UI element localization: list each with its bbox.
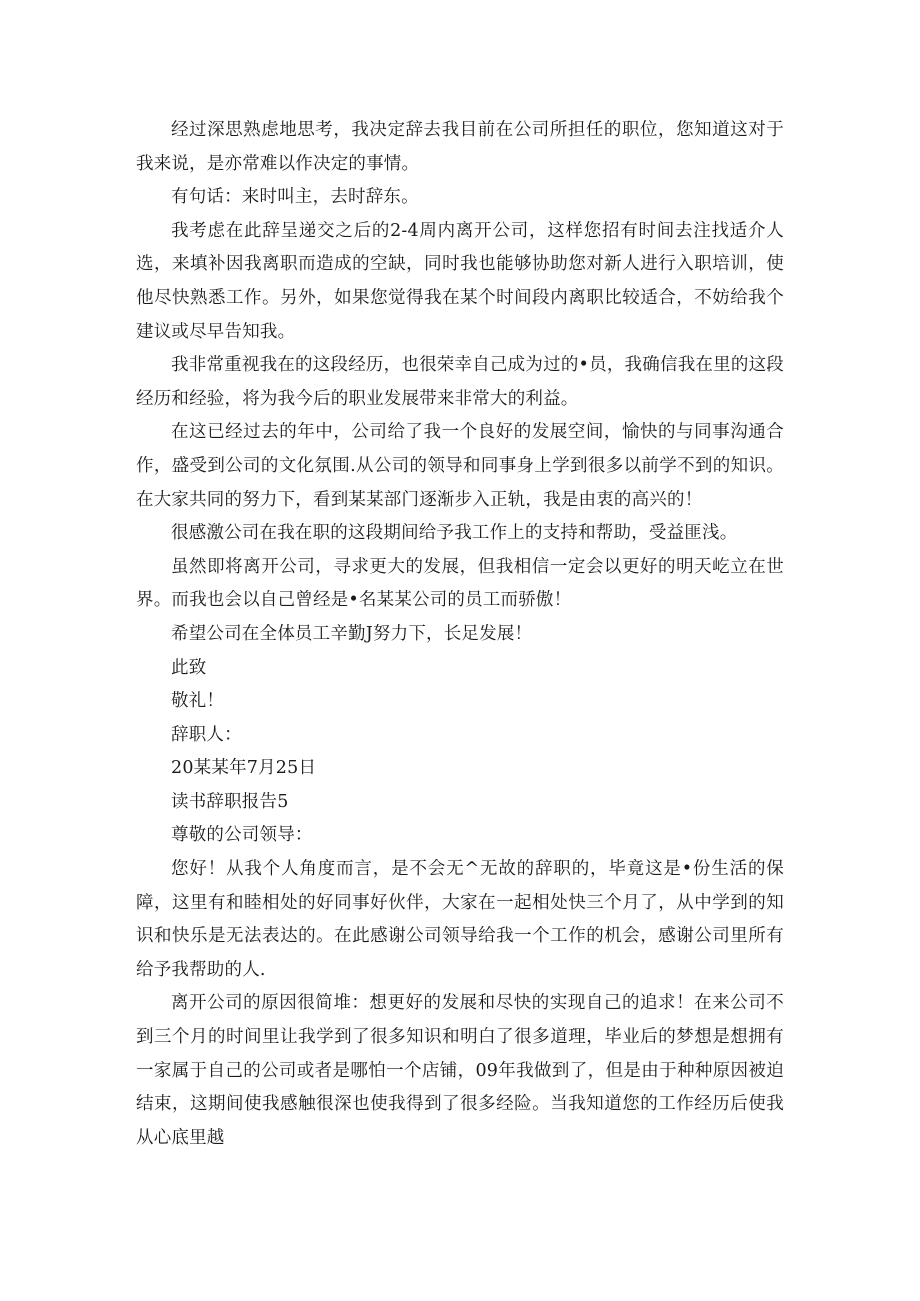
paragraph-saying: 有句话：来时叫主，去时辞东。 (171, 187, 419, 208)
salutation-jingli: 敬礼！ (171, 691, 225, 712)
paragraph-notice-period: 我考虑在此辞呈递交之后的2-4周内离开公司，这样您招有时间去注找适介人选，来填补因我离职而造成的空缺，同时我也能够协助您对新人进行入职培训，使他尽快熟悉工作。另外，如果您觉得我在某个时间段内离职比较适合，不妨给我个建议或尽早告知我。 (136, 220, 784, 342)
paragraph-gratitude: 很感激公司在我在职的这段期间给予我工作上的支持和帮助，受益匪浅。 (171, 523, 738, 544)
paragraph-wishes: 希望公司在全体员工辛勤J努力下，长足发展！ (171, 623, 533, 644)
paragraph-future: 虽然即将离开公司，寻求更大的发展，但我相信一定会以更好的明天屹立在世界。而我也会以自己曾经是•名某某公司的员工而骄傲！ (136, 556, 784, 611)
paragraph-experience: 我非常重视我在的这段经历，也很荣幸自己成为过的•员，我确信我在里的这段经历和经验，将为我今后的职业发展带来非常大的利益。 (136, 355, 784, 409)
document-page (136, 114, 784, 1155)
section-title: 读书辞职报告5 (171, 791, 289, 812)
paragraph-hello: 您好！从我个人角度而言，是不会无^无故的辞职的，毕竟这是•份生活的保障，这里有和睦相处的好同事好伙伴，大家在一起相处快三个月了，从中学到的知识和快乐是无法表达的。在此感谢公司领导给我一个工作的机会，感谢公司里所有给予我帮助的人. (136, 859, 784, 980)
paragraph-decision: 经过深思熟虑地思考，我决定辞去我目前在公司所担任的职位，您知道这对于我来说，是亦常难以作决定的事情。 (136, 120, 784, 174)
letter-greeting: 尊敬的公司领导： (171, 825, 313, 846)
signer-label: 辞职人： (171, 724, 242, 745)
paragraph-past-year: 在这已经过去的年中，公司给了我一个良好的发展空间，愉快的与同事沟通合作，盛受到公司的文化氛围.从公司的领导和同事身上学到很多以前学不到的知识。在大家共同的努力下，看到某某部门逐渐步入正轨，我是由衷的高兴的！ (136, 422, 784, 510)
letter-date: 20某某年7月25日 (171, 758, 317, 779)
salutation-cizhi: 此致 (171, 657, 207, 678)
paragraph-reason: 离开公司的原因很简堆：想更好的发展和尽快的实现自己的追求！在来公司不到三个月的时间里让我学到了很多知识和明白了很多道理，毕业后的梦想是想拥有一家属于自己的公司或者是哪怕一个店铺，09年我做到了，但是由于种种原因被迫结束，这期间使我感触很深也使我得到了很多经险。当我知道您的工作经历后使我从心底里越 (136, 993, 784, 1148)
